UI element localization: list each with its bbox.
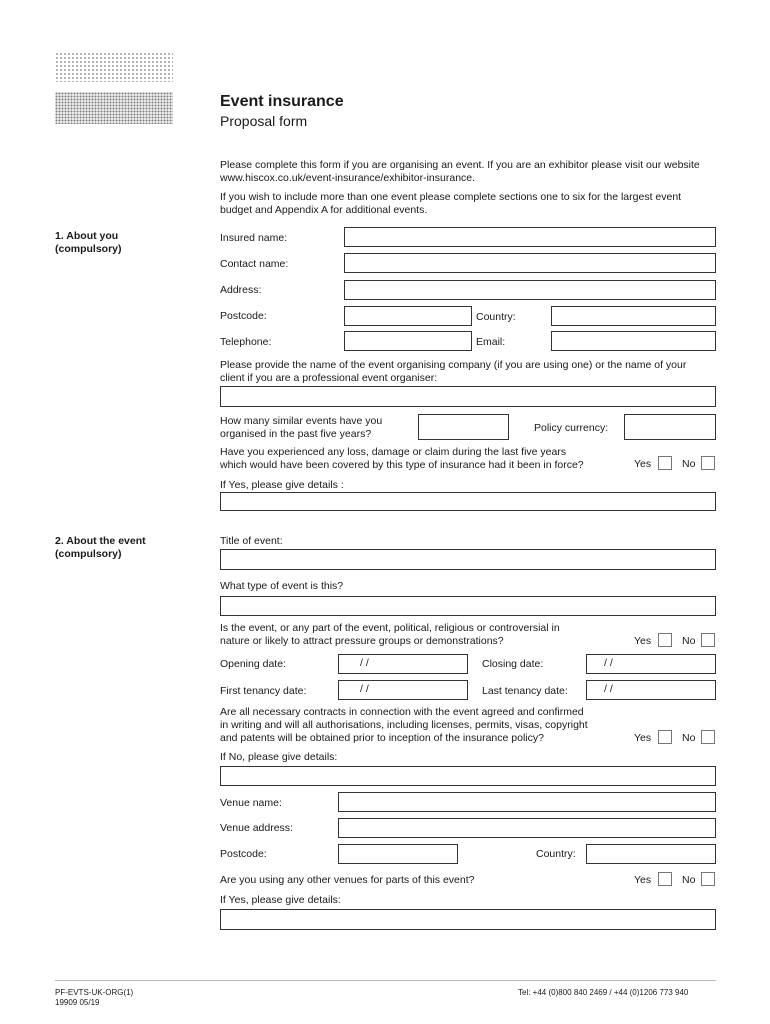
- footer-code-line-1: PF-EVTS-UK-ORG(1): [55, 988, 134, 997]
- telephone-field[interactable]: [344, 331, 472, 351]
- intro-paragraph-2: If you wish to include more than one event please complete sections one to six for the largest event budget and Appendix A for additional events.: [220, 191, 682, 216]
- loss-details-label: If Yes, please give details :: [220, 479, 344, 491]
- email-label: Email:: [476, 336, 506, 348]
- loss-yes-label: Yes: [634, 458, 652, 470]
- loss-line-1: Have you experienced any loss, damage or claim during the last five years: [220, 446, 567, 458]
- venue-country-label: Country:: [536, 848, 576, 860]
- section-2-heading: [55, 535, 146, 561]
- loss-no-label: No: [682, 458, 696, 470]
- contracts-line-2: in writing and will all authorisations, including licenses, permits, visas, copyright: [220, 719, 588, 731]
- loss-no-checkbox[interactable]: [701, 456, 715, 470]
- address-label: Address:: [220, 284, 262, 296]
- other-venues-no-label: No: [682, 874, 696, 886]
- other-venues-yes-label: Yes: [634, 874, 652, 886]
- political-question: [220, 622, 560, 648]
- political-yes-label: Yes: [634, 635, 652, 647]
- first-tenancy-value: / /: [360, 683, 369, 695]
- last-tenancy-value: / /: [604, 683, 613, 695]
- loss-yes-checkbox[interactable]: [658, 456, 672, 470]
- telephone-label: Telephone:: [220, 336, 272, 348]
- venue-postcode-label: Postcode:: [220, 848, 267, 860]
- contracts-no-checkbox[interactable]: [701, 730, 715, 744]
- contracts-no-label: No: [682, 732, 696, 744]
- other-venues-no-checkbox[interactable]: [701, 872, 715, 886]
- loss-line-2: which would have been covered by this type of insurance had it been in force?: [220, 459, 584, 471]
- venue-address-field[interactable]: [338, 818, 716, 838]
- political-yes-checkbox[interactable]: [658, 633, 672, 647]
- footer-phone: Tel: +44 (0)800 840 2469 / +44 (0)1206 773 940: [518, 988, 689, 997]
- company-name-field[interactable]: [220, 386, 716, 407]
- last-tenancy-label: Last tenancy date:: [482, 685, 568, 697]
- contracts-line-3: and patents will be obtained prior to inception of the insurance policy?: [220, 732, 544, 744]
- loss-details-field[interactable]: [220, 492, 716, 511]
- country-label: Country:: [476, 311, 516, 323]
- contracts-yes-checkbox[interactable]: [658, 730, 672, 744]
- page-title: Event insurance: [220, 93, 344, 110]
- country-field[interactable]: [551, 306, 716, 326]
- footer-divider: [55, 980, 716, 981]
- loss-question: [220, 446, 584, 472]
- contracts-details-field[interactable]: [220, 766, 716, 786]
- section-1-heading: [55, 230, 122, 256]
- footer-code-line-2: 19909 05/19: [55, 998, 100, 1007]
- closing-date-value: / /: [604, 657, 613, 669]
- political-no-label: No: [682, 635, 696, 647]
- opening-date-field[interactable]: [338, 654, 468, 674]
- venue-name-label: Venue name:: [220, 797, 282, 809]
- section-2-title: 2. About the event: [55, 535, 146, 547]
- address-field[interactable]: [344, 280, 716, 300]
- similar-events-question: [220, 415, 382, 441]
- venue-postcode-field[interactable]: [338, 844, 458, 864]
- venue-country-field[interactable]: [586, 844, 716, 864]
- section-1-compulsory: (compulsory): [55, 243, 122, 255]
- contracts-line-1: Are all necessary contracts in connection with the event agreed and confirmed: [220, 706, 584, 718]
- contracts-question: [220, 706, 588, 745]
- political-no-checkbox[interactable]: [701, 633, 715, 647]
- insured-name-label: Insured name:: [220, 232, 288, 244]
- venue-name-field[interactable]: [338, 792, 716, 812]
- opening-date-value: / /: [360, 657, 369, 669]
- footer-code: [55, 988, 133, 1008]
- intro-paragraph-1: Please complete this form if you are organising an event. If you are an exhibitor please visit our website www.hiscox.co.uk/event-insurance/exhibitor-insurance.: [220, 159, 700, 184]
- contact-name-field[interactable]: [344, 253, 716, 273]
- venue-address-label: Venue address:: [220, 822, 293, 834]
- type-of-event-label: What type of event is this?: [220, 580, 344, 592]
- first-tenancy-field[interactable]: [338, 680, 468, 700]
- postcode-field[interactable]: [344, 306, 472, 326]
- email-field[interactable]: [551, 331, 716, 351]
- type-of-event-field[interactable]: [220, 596, 716, 616]
- political-line-2: nature or likely to attract pressure groups or demonstrations?: [220, 635, 504, 647]
- title-of-event-label: Title of event:: [220, 535, 283, 547]
- contracts-yes-label: Yes: [634, 732, 652, 744]
- other-venues-details-label: If Yes, please give details:: [220, 894, 341, 906]
- logo-wordmark: [55, 92, 173, 124]
- first-tenancy-label: First tenancy date:: [220, 685, 307, 697]
- logo-pattern: [55, 52, 173, 82]
- postcode-label: Postcode:: [220, 310, 267, 322]
- contact-name-label: Contact name:: [220, 258, 289, 270]
- political-line-1: Is the event, or any part of the event, political, religious or controversial in: [220, 622, 560, 634]
- similar-events-line-2: organised in the past five years?: [220, 428, 372, 440]
- insured-name-field[interactable]: [344, 227, 716, 247]
- other-venues-yes-checkbox[interactable]: [658, 872, 672, 886]
- policy-currency-label: Policy currency:: [534, 422, 609, 434]
- company-question: Please provide the name of the event organising company (if you are using one) or the name of your client if you are a professional event organiser:: [220, 359, 687, 384]
- opening-date-label: Opening date:: [220, 658, 286, 670]
- page-subtitle: Proposal form: [220, 113, 308, 129]
- section-2-compulsory: (compulsory): [55, 548, 122, 560]
- similar-events-line-1: How many similar events have you: [220, 415, 383, 427]
- policy-currency-field[interactable]: [624, 414, 716, 440]
- title-of-event-field[interactable]: [220, 549, 716, 570]
- closing-date-label: Closing date:: [482, 658, 544, 670]
- similar-events-field[interactable]: [418, 414, 509, 440]
- other-venues-details-field[interactable]: [220, 909, 716, 930]
- other-venues-question: Are you using any other venues for parts of this event?: [220, 874, 475, 886]
- contracts-details-label: If No, please give details:: [220, 751, 338, 763]
- section-1-title: 1. About you: [55, 230, 119, 242]
